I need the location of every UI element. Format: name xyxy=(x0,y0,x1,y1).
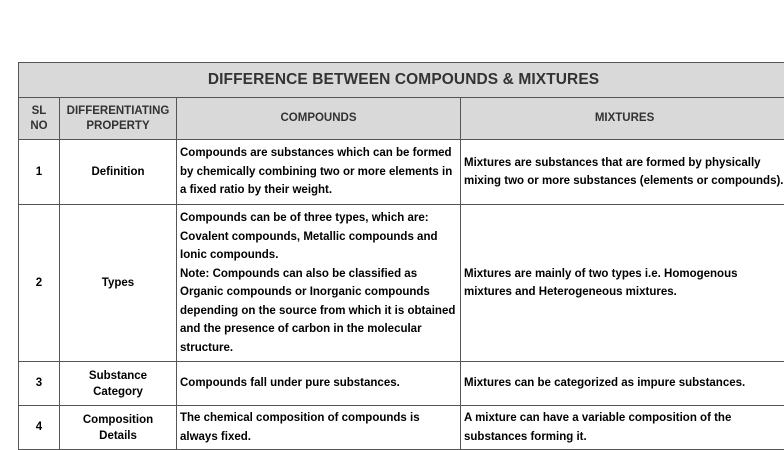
row-property: Definition xyxy=(60,140,177,205)
row-property: Types xyxy=(60,205,177,362)
comparison-table xyxy=(18,62,784,450)
row-sl: 3 xyxy=(19,362,60,406)
table-row xyxy=(19,406,784,450)
row-compounds: The chemical composition of compounds is always fixed. xyxy=(177,406,461,450)
row-compounds: Compounds fall under pure substances. xyxy=(177,362,461,406)
row-compounds: Compounds can be of three types, which are: Covalent compounds, Metallic compounds and Ionic compounds. Note: Compounds can also be classified as Organic compounds or Inorganic compounds depending on the source from which it is obtained and the presence of carbon in the molecular structure. xyxy=(177,205,461,362)
row-sl: 1 xyxy=(19,140,60,205)
header-sl-no: SL NO xyxy=(19,98,60,140)
row-sl: 2 xyxy=(19,205,60,362)
header-compounds: COMPOUNDS xyxy=(177,98,461,140)
row-property: Substance Category xyxy=(60,362,177,406)
row-mixtures: Mixtures are substances that are formed by physically mixing two or more substances (elements or compounds). xyxy=(461,140,784,205)
row-compounds: Compounds are substances which can be formed by chemically combining two or more elements in a fixed ratio by their weight. xyxy=(177,140,461,205)
row-mixtures: A mixture can have a variable composition of the substances forming it. xyxy=(461,406,784,450)
table-row xyxy=(19,140,784,205)
table-row xyxy=(19,362,784,406)
header-mixtures: MIXTURES xyxy=(461,98,784,140)
row-property: Composition Details xyxy=(60,406,177,450)
row-mixtures: Mixtures are mainly of two types i.e. Homogenous mixtures and Heterogeneous mixtures. xyxy=(461,205,784,362)
header-property: DIFFERENTIATING PROPERTY xyxy=(60,98,177,140)
row-mixtures: Mixtures can be categorized as impure substances. xyxy=(461,362,784,406)
row-sl: 4 xyxy=(19,406,60,450)
table-row xyxy=(19,205,784,362)
table-title: DIFFERENCE BETWEEN COMPOUNDS & MIXTURES xyxy=(19,63,784,98)
header-row xyxy=(19,98,784,140)
comparison-sheet xyxy=(18,62,784,450)
